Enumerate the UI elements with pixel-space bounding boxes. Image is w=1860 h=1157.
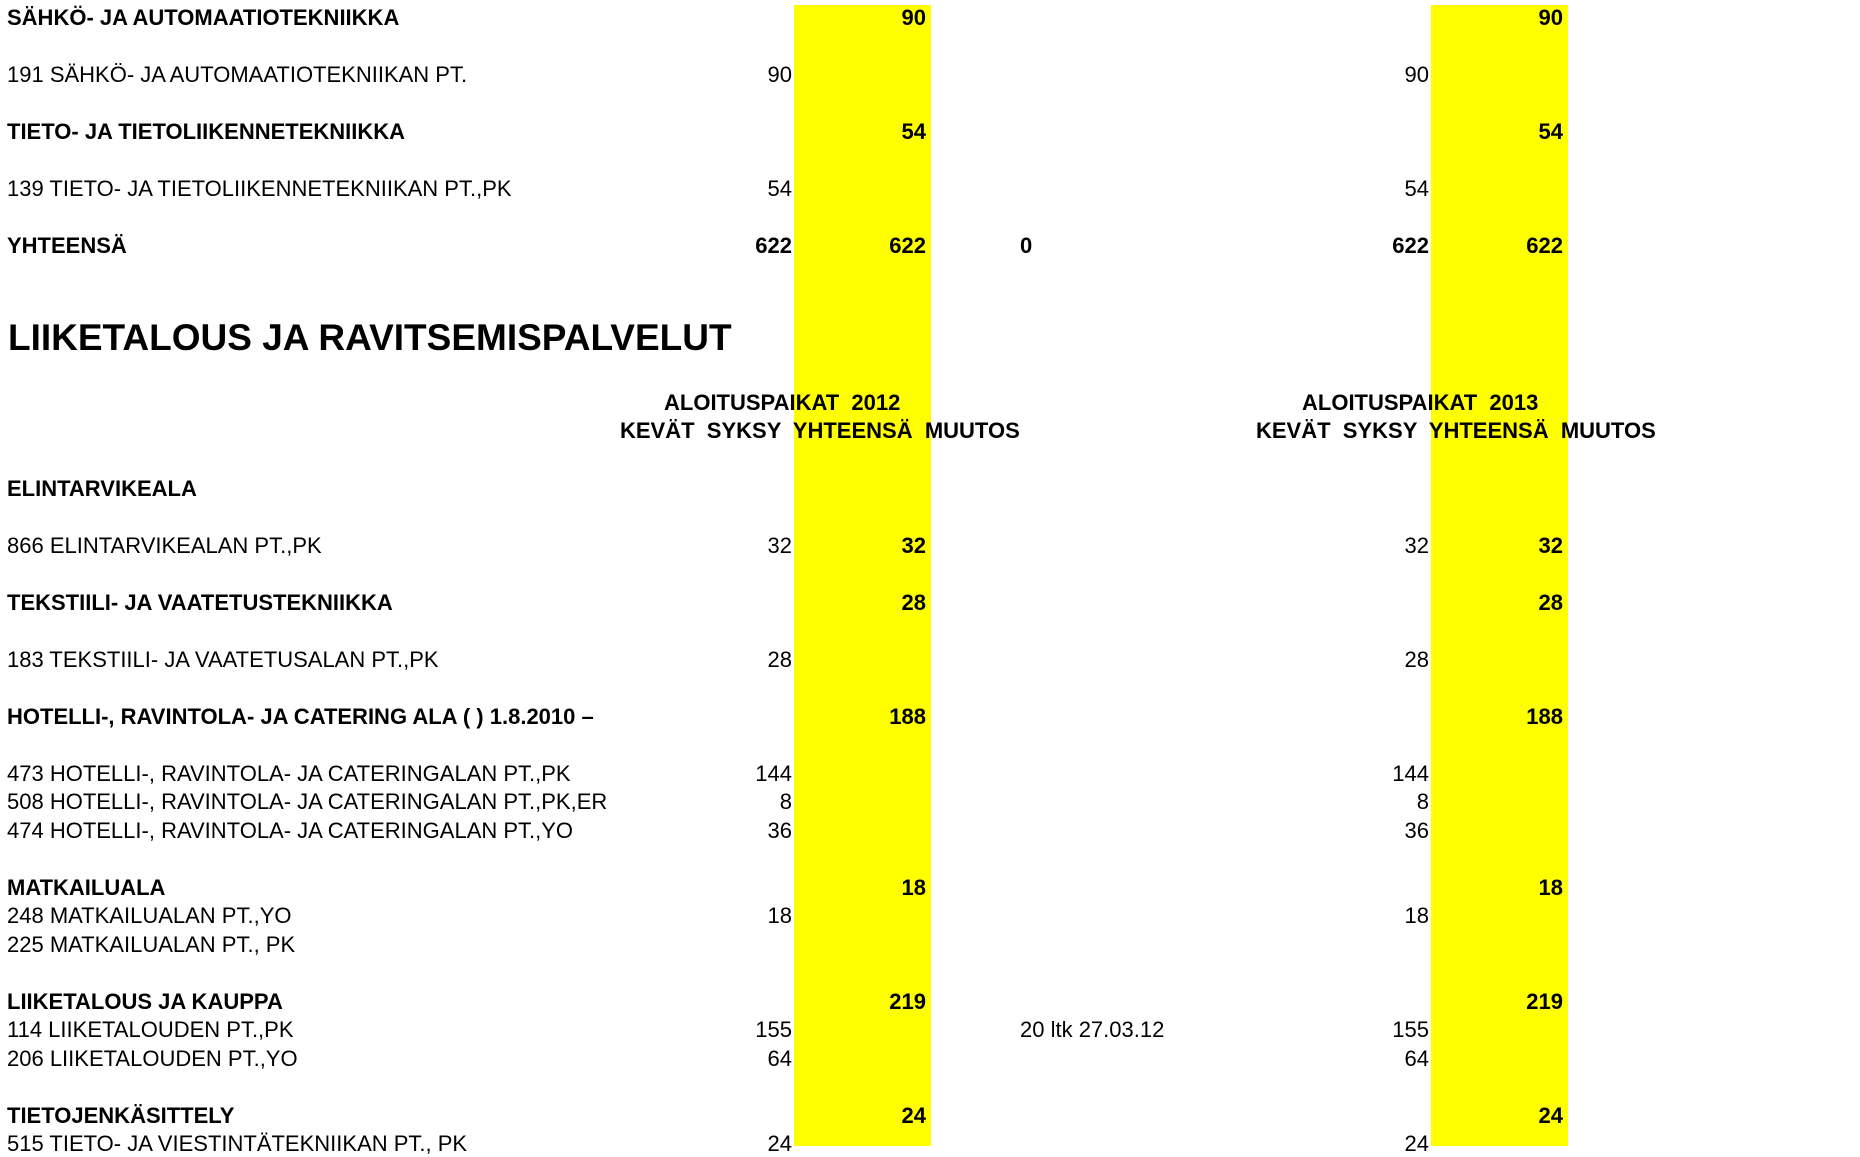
cell-total-2013: 90 [1538,5,1563,30]
cell-spring-2012: 28 [767,647,792,672]
row-label: TIETO- JA TIETOLIIKENNETEKNIIKKA [7,119,406,144]
header-group-2012: ALOITUSPAIKAT 2012 [664,390,901,415]
row-label: YHTEENSÄ [7,233,127,258]
cell-spring-2013: 18 [1404,903,1429,928]
cell-spring-2013: 155 [1392,1017,1429,1042]
row-label: MATKAILUALA [7,875,166,900]
cell-total-2013: 188 [1526,704,1563,729]
cell-spring-2013: 90 [1404,62,1429,87]
cell-spring-2013: 622 [1392,233,1429,258]
row-label: LIIKETALOUS JA KAUPPA [7,989,283,1014]
cell-spring-2012: 24 [767,1131,792,1156]
row-label: 139 TIETO- JA TIETOLIIKENNETEKNIIKAN PT.,PK [7,176,512,201]
cell-total-2013: 32 [1538,533,1563,558]
cell-total-2013: 18 [1538,875,1563,900]
row-label: TIETOJENKÄSITTELY [7,1103,235,1128]
cell-spring-2012: 54 [767,176,792,201]
cell-spring-2012: 8 [779,789,792,814]
header-columns-2012: KEVÄT SYKSY YHTEENSÄ MUUTOS [620,418,1020,443]
cell-spring-2012: 622 [755,233,792,258]
row-label: 191 SÄHKÖ- JA AUTOMAATIOTEKNIIKAN PT. [7,62,468,87]
cell-spring-2013: 28 [1404,647,1429,672]
cell-spring-2012: 18 [767,903,792,928]
cell-total-2012: 18 [901,875,926,900]
cell-spring-2013: 144 [1392,761,1429,786]
cell-change-2012: 20 ltk 27.03.12 [1020,1017,1165,1042]
cell-total-2013: 219 [1526,989,1563,1014]
cell-spring-2012: 32 [767,533,792,558]
row-label: 225 MATKAILUALAN PT., PK [7,932,296,957]
row-label: 248 MATKAILUALAN PT.,YO [7,903,292,928]
cell-spring-2012: 155 [755,1017,792,1042]
cell-total-2012: 54 [901,119,926,144]
cell-total-2013: 54 [1538,119,1563,144]
row-label: 866 ELINTARVIKEALAN PT.,PK [7,533,322,558]
cell-total-2012: 188 [889,704,926,729]
cell-spring-2013: 64 [1404,1046,1429,1071]
cell-spring-2013: 54 [1404,176,1429,201]
cell-total-2012: 622 [889,233,926,258]
row-label: 183 TEKSTIILI- JA VAATETUSALAN PT.,PK [7,647,439,672]
cell-spring-2013: 36 [1404,818,1429,843]
cell-total-2013: 622 [1526,233,1563,258]
cell-total-2013: 28 [1538,590,1563,615]
cell-spring-2012: 36 [767,818,792,843]
cell-total-2012: 32 [901,533,926,558]
cell-total-2012: 219 [889,989,926,1014]
row-label: 508 HOTELLI-, RAVINTOLA- JA CATERINGALAN PT.,PK,ER [7,789,608,814]
cell-spring-2013: 24 [1404,1131,1429,1156]
header-columns-2013: KEVÄT SYKSY YHTEENSÄ MUUTOS [1256,418,1656,443]
section-title: LIIKETALOUS JA RAVITSEMISPALVELUT [8,317,732,358]
cell-spring-2012: 144 [755,761,792,786]
row-label: 474 HOTELLI-, RAVINTOLA- JA CATERINGALAN PT.,YO [7,818,574,843]
row-label: SÄHKÖ- JA AUTOMAATIOTEKNIIKKA [7,5,400,30]
row-label: HOTELLI-, RAVINTOLA- JA CATERING ALA ( ) 1.8.2010 – [7,704,594,729]
cell-spring-2012: 90 [767,62,792,87]
row-label: 515 TIETO- JA VIESTINTÄTEKNIIKAN PT., PK [7,1131,468,1156]
row-label: 206 LIIKETALOUDEN PT.,YO [7,1046,298,1071]
cell-spring-2013: 32 [1404,533,1429,558]
cell-total-2013: 24 [1538,1103,1563,1128]
cell-total-2012: 90 [901,5,926,30]
cell-spring-2013: 8 [1416,789,1429,814]
cell-total-2012: 28 [901,590,926,615]
row-label: ELINTARVIKEALA [7,476,197,501]
row-label: 114 LIIKETALOUDEN PT.,PK [7,1017,294,1042]
header-group-2013: ALOITUSPAIKAT 2013 [1302,390,1539,415]
cell-total-2012: 24 [901,1103,926,1128]
cell-change-2012: 0 [1020,233,1033,258]
cell-spring-2012: 64 [767,1046,792,1071]
row-label: TEKSTIILI- JA VAATETUSTEKNIIKKA [7,590,393,615]
row-label: 473 HOTELLI-, RAVINTOLA- JA CATERINGALAN PT.,PK [7,761,571,786]
